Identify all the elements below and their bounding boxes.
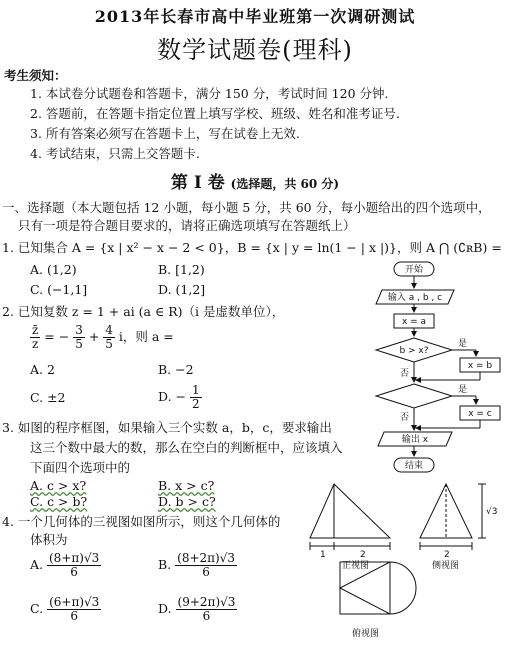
- q1-option-c: C. (−1,1]: [30, 282, 88, 297]
- q2-option-b: B. −2: [158, 362, 194, 377]
- front-view-label: 正视图: [342, 561, 370, 571]
- section-note: (选择题，共 60 分): [230, 177, 340, 191]
- flow-no2-text: 否: [400, 413, 410, 423]
- part1-intro-line1: 一、选择题（本大题包括 12 小题，每小题 5 分，共 60 分，每小题给出的四个选项中，: [2, 200, 491, 215]
- section-heading: [0, 168, 510, 193]
- flow-input-text: 输入 a , b , c: [387, 293, 443, 303]
- q4-line1: 4. 一个几何体的三视图如图所示，则这个几何体的: [2, 514, 281, 529]
- flow-cond2-diamond-blank: [376, 384, 452, 408]
- section-title: 第 I 卷: [170, 173, 225, 193]
- front-view-shape: [310, 484, 390, 538]
- part1-intro-line2: 只有一项是符合题目要求的，请将正确选项填写在答题纸上）: [18, 218, 356, 233]
- q4-option-c: C. $\frac{(6+\pi)√3}{6}$: [30, 595, 100, 623]
- q1-option-d: D. (1,2]: [158, 282, 206, 297]
- flow-assign3-text: x = c: [468, 409, 492, 419]
- three-view-diagram: [300, 480, 508, 646]
- q4-line2: 体积为: [30, 532, 68, 547]
- q3-option-d: D. b > c?: [158, 494, 216, 509]
- flow-start-text: 开始: [404, 265, 424, 275]
- q1-stem: 1. 已知集合 A = {x | x² − x − 2 < 0}，B = {x | y = ln(1 − | x |)}，则 A ⋂ (∁ʀB) =: [2, 240, 502, 255]
- q2-frac-2: $\frac{4}{5}$: [105, 323, 113, 351]
- exam-subtitle: 数学试题卷(理科): [157, 36, 353, 64]
- notice-item-1: 1. 本试卷分试题卷和答题卡，满分 150 分，考试时间 120 分钟.: [30, 86, 389, 101]
- q1-option-b: B. [1,2): [158, 262, 205, 277]
- notice-item-2: 2. 答题前，在答题卡指定位置上填写学校、班级、姓名和准考证号.: [30, 106, 400, 121]
- q2-option-a: A. 2: [30, 362, 55, 377]
- top-view-label: 俯视图: [352, 629, 380, 639]
- q4-option-a: A. $\frac{(8+\pi)√3}{6}$: [30, 551, 100, 579]
- q3-line2: 这三个数中最大的数，那么在空白的判断框中，应该填入: [30, 440, 343, 455]
- q3-line1: 3. 如图的程序框图，如果输入三个实数 a，b，c，要求输出: [2, 420, 332, 435]
- exam-title: 2013年长春市高中毕业班第一次调研测试: [94, 7, 416, 26]
- q3-option-a: A. c > x?: [30, 478, 87, 493]
- notice-item-3: 3. 所有答案必须写在答题卡上，写在试卷上无效.: [30, 126, 300, 141]
- flow-yes2-text: 是: [458, 385, 468, 395]
- q1-option-a: A. (1,2): [30, 262, 77, 277]
- flow-yes1-text: 是: [458, 339, 468, 349]
- q3-line3: 下面四个选项中的: [30, 460, 131, 475]
- q2-option-c: C. ±2: [30, 390, 66, 405]
- flowchart: [360, 258, 510, 480]
- front-dim-2: 2: [360, 550, 366, 560]
- flow-assign2-text: x = b: [467, 361, 493, 371]
- flow-output-text: 输出 x: [401, 435, 429, 445]
- side-dim-2: 2: [444, 550, 450, 560]
- notice-heading: 考生须知：: [4, 68, 67, 83]
- front-dim-1: 1: [320, 550, 326, 560]
- q2-equation: $\frac{z̄}{z}$ = − $\frac{3}{5}$ + $\frac{4}{5}$ i，则 a =: [32, 323, 174, 351]
- flow-cond1-text: b > x?: [399, 346, 429, 356]
- q3-option-c: C. c > b?: [30, 494, 88, 509]
- side-view-label: 侧视图: [432, 561, 460, 571]
- flow-end-text: 结束: [404, 461, 424, 471]
- flow-no1-text: 否: [400, 369, 410, 379]
- q2-stem: 2. 已知复数 z = 1 + ai (a ∈ R)（i 是虚数单位），: [2, 304, 285, 319]
- q2-frac-1: $\frac{3}{5}$: [75, 323, 83, 351]
- notice-item-4: 4. 考试结束，只需上交答题卡.: [30, 146, 200, 161]
- flow-assign1-text: x = a: [401, 317, 427, 327]
- q2-frac-lhs: $\frac{z̄}{z}$: [32, 323, 39, 351]
- q3-option-b: B. x > c?: [158, 478, 215, 493]
- q4-option-b: B. $\frac{(8+2\pi)√3}{6}$: [158, 551, 236, 579]
- q4-option-d: D. $\frac{(9+2\pi)√3}{6}$: [158, 595, 236, 623]
- side-dim-sqrt3: √3: [486, 507, 498, 517]
- q2-option-d: D. − $\frac{1}{2}$: [158, 383, 200, 411]
